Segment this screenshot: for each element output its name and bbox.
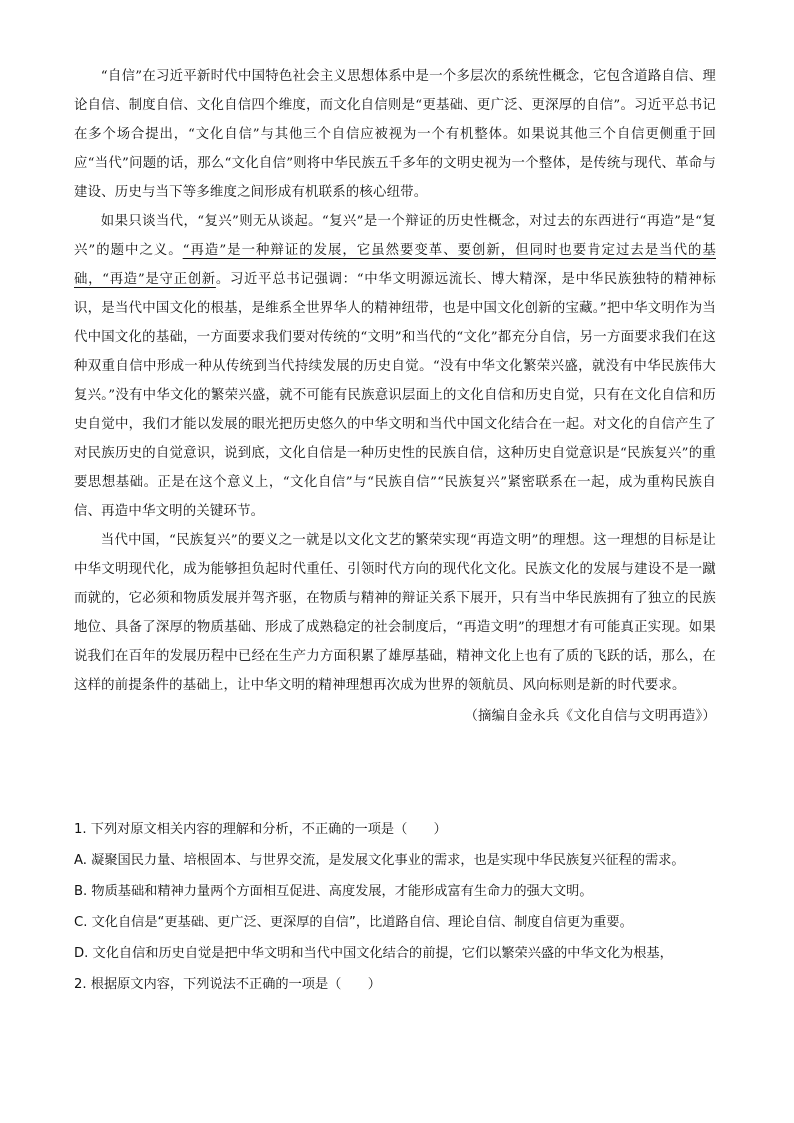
question-1-option-a: A. 凝聚国民力量、培根固本、与世界交流，是发展文化事业的需求，也是实现中华民族复兴征程的需求。 <box>74 853 685 868</box>
question-1-option-d: D. 文化自信和历史自觉是把中华文明和当代中国文化结合的前提，它们以繁荣兴盛的中华文化为根基， <box>74 946 673 961</box>
question-1-option-b: B. 物质基础和精神力量两个方面相互促进、高度发展，才能形成富有生命力的强大文明。 <box>74 884 593 899</box>
paragraph-1: “自信”在习近平新时代中国特色社会主义思想体系中是一个多层次的系统性概念，它包含道路自信、理论自信、制度自信、文化自信四个维度，而文化自信则是“更基础、更广泛、更深厚的自信”。习近平总书记在多个场合提出，“文化自信”与其他三个自信应被视为一个有机整体。如果说其他三个自信更侧重于回应“当代”问题的话，那么“文化自信”则将中华民族五千多年的文明史视为一个整体，是传统与现代、革命与建设、历史与当下等多维度之间形成有机联系的核心纽带。 <box>74 69 716 200</box>
paragraph-2-text-a: 如果只谈当代，“复兴”则无从谈起。“复兴”是一个辩证的历史性概念，对过去的东西进行“再造”是“复兴”的题中之义。 <box>74 214 716 258</box>
paragraph-2-text-b: 。习近平总书记强调：“中华文明源远流长、博大精深，是中华民族独特的精神标识，是当代中国文化的根基，是维系全世界华人的精神纽带，也是中国文化创新的宝藏。”把中华文明作为当代中国文化的基础，一方面要求我们要对传统的“文明”和当代的“文化”都充分自信，另一方面要求我们在这种双重自信中形成一种从传统到当代持续发展的历史自觉。“没有中华文化繁荣兴盛，就没有中华民族伟大复兴。”没有中华文化的繁荣兴盛，就不可能有民族意识层面上的文化自信和历史自觉，只有在文化自信和历史自觉中，我们才能以发展的眼光把历史悠久的中华文明和当代中国文化结合在一起。对文化的自信产生了对民族历史的自觉意识，说到底，文化自信是一种历史性的民族自信，这种历史自觉意识是“民族复兴”的重要思想基础。正是在这个意义上，“文化自信”与“民族自信”“民族复兴”紧密联系在一起，成为重构民族自信、再造中华文明的关键环节。 <box>74 272 716 519</box>
underlined-sentence: “再造”是一种辩证的发展，它虽然要变革、要创新，但同时也要肯定过去是当代的基础，“再造”是守正创新 <box>74 243 716 287</box>
question-2-stem: 2. 根据原文内容，下列说法不正确的一项是（ ） <box>74 977 381 992</box>
paragraph-3: 当代中国，“民族复兴”的要义之一就是以文化文艺的繁荣实现“再造文明”的理想。这一理想的目标是让中华文明现代化，成为能够担负起时代重任、引领时代方向的现代化文化。民族文化的发展与建设不是一蹴而就的，它必须和物质发展并驾齐驱，在物质与精神的辩证关系下展开，只有当中华民族拥有了独立的民族地位、具备了深厚的物质基础、形成了成熟稳定的社会制度后，“再造文明”的理想才有可能真正实现。如果说我们在百年的发展历程中已经在生产力方面积累了雄厚基础，精神文化上也有了质的飞跃的话，那么，在这样的前提条件的基础上，让中华文明的精神理想再次成为世界的领航员、风向标则是新的时代要求。 <box>74 533 716 693</box>
reading-passage <box>74 62 716 731</box>
source-citation: （摘编自金永兵《文化自信与文明再造》） <box>464 709 716 724</box>
question-section <box>74 814 716 1000</box>
question-1-stem: 1. 下列对原文相关内容的理解和分析，不正确的一项是（ ） <box>74 822 447 837</box>
paragraph-2 <box>74 207 716 526</box>
question-1-option-c: C. 文化自信是“更基础、更广泛、更深厚的自信”，比道路自信、理论自信、制度自信更为重要。 <box>74 915 633 930</box>
